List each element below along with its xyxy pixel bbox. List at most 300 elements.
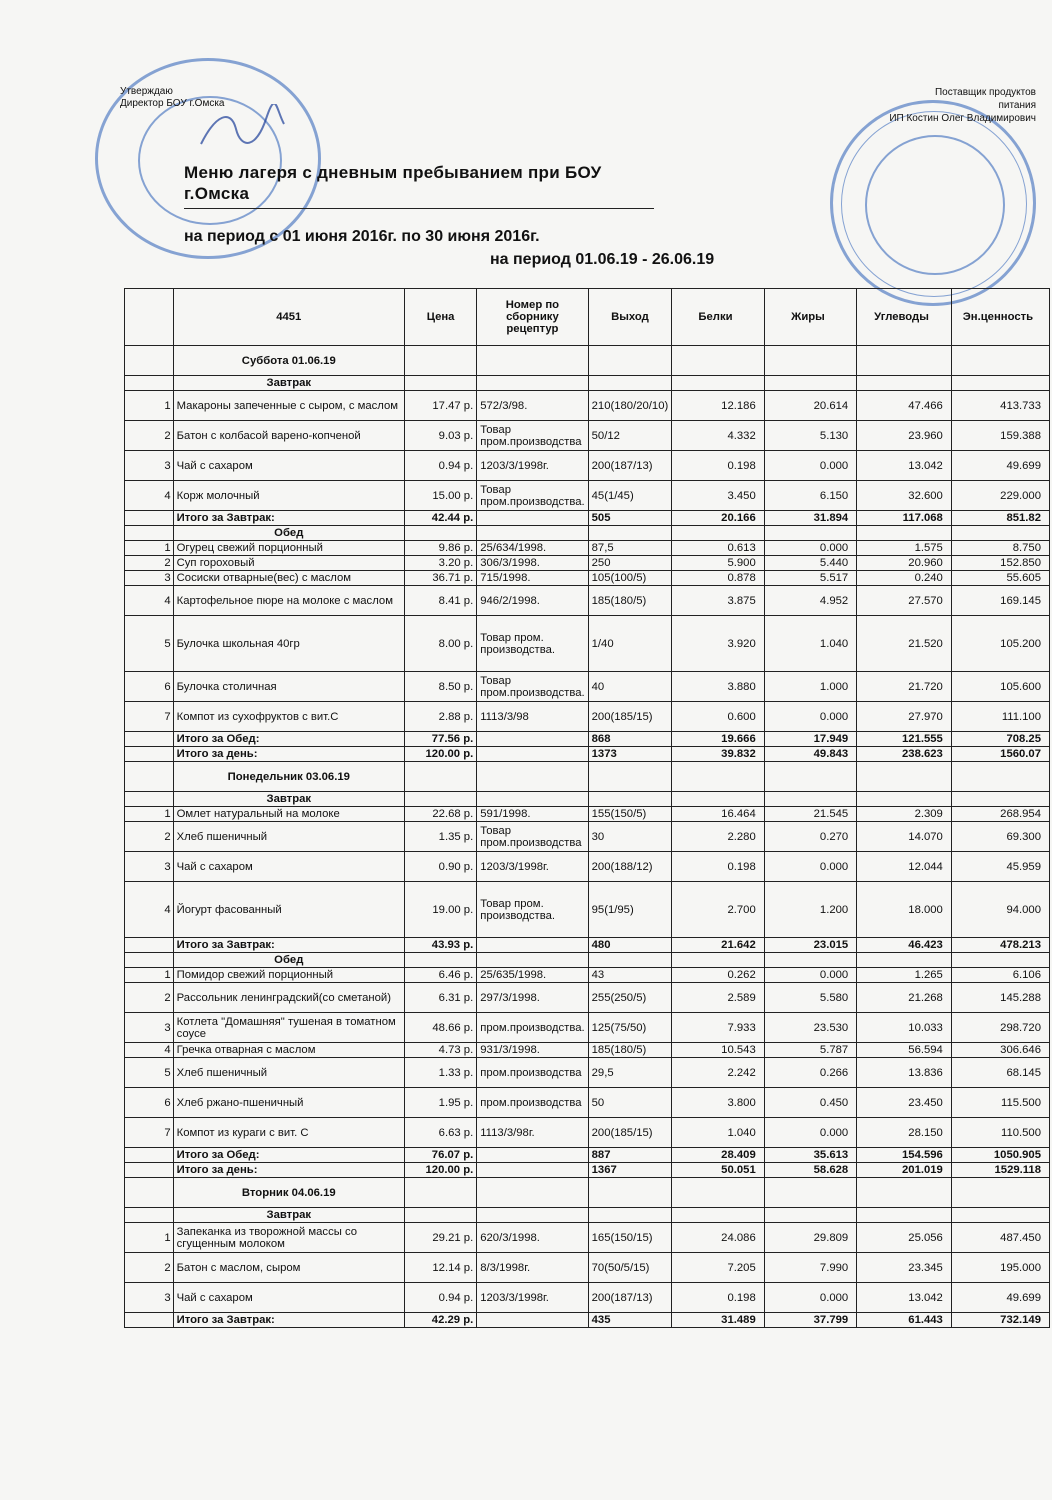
table-cell: 250 [588,556,672,571]
table-row [125,586,1050,616]
table-cell [477,1313,588,1328]
table-cell: 76.07 р. [404,1148,476,1163]
table-cell: 5 [125,616,174,672]
table-cell [764,526,856,541]
table-cell: 13.042 [857,1283,952,1313]
table-cell: 229.000 [951,481,1049,511]
table-cell: 23.450 [857,1088,952,1118]
table-cell: 0.266 [764,1058,856,1088]
section-row [125,953,1050,968]
table-cell: 435 [588,1313,672,1328]
table-cell [125,511,174,526]
table-cell [477,376,588,391]
table-cell: 5.440 [764,556,856,571]
table-cell: 195.000 [951,1253,1049,1283]
table-cell: 61.443 [857,1313,952,1328]
table-row [125,1223,1050,1253]
table-cell [588,792,672,807]
table-cell: 8.41 р. [404,586,476,616]
table-cell: 25.056 [857,1223,952,1253]
table-cell: 155(150/5) [588,807,672,822]
table-row [125,391,1050,421]
table-cell: 6 [125,1088,174,1118]
table-row [125,541,1050,556]
table-cell: 3 [125,1013,174,1043]
table-cell: 29.21 р. [404,1223,476,1253]
table-cell: Товар пром.производства [477,421,588,451]
table-cell: 210(180/20/10) [588,391,672,421]
table-cell: 31.489 [672,1313,764,1328]
section-row [125,762,1050,792]
table-cell: 1560.07 [951,747,1049,762]
table-cell: 868 [588,732,672,747]
table-cell: 21.545 [764,807,856,822]
menu-table [124,288,1050,1328]
table-cell: 1.000 [764,672,856,702]
approval-line: Директор БОУ г.Омска [120,98,225,109]
table-cell: Итого за Завтрак: [173,938,404,953]
table-cell [477,526,588,541]
table-cell: 20.614 [764,391,856,421]
total-row [125,747,1050,762]
table-cell: 298.720 [951,1013,1049,1043]
table-cell [125,1178,174,1208]
table-cell: 0.000 [764,451,856,481]
supplier-line: питания [998,100,1036,111]
table-cell: 120.00 р. [404,1163,476,1178]
table-cell: Суббота 01.06.19 [173,346,404,376]
table-cell: 4.952 [764,586,856,616]
table-cell: 23.960 [857,421,952,451]
section-row [125,346,1050,376]
table-cell: Итого за Завтрак: [173,511,404,526]
table-cell: 2.309 [857,807,952,822]
table-cell: 591/1998. [477,807,588,822]
table-cell: 1373 [588,747,672,762]
supplier-line: Поставщик продуктов [934,87,1036,98]
table-cell: 17.949 [764,732,856,747]
table-cell: 4 [125,1043,174,1058]
table-cell: 24.086 [672,1223,764,1253]
table-cell [125,792,174,807]
total-row [125,1148,1050,1163]
table-cell: 8.50 р. [404,672,476,702]
table-cell: 40 [588,672,672,702]
table-cell: Гречка отварная с маслом [173,1043,404,1058]
table-cell: 111.100 [951,702,1049,732]
table-cell [477,1178,588,1208]
table-cell: 1050.905 [951,1148,1049,1163]
table-cell: 732.149 [951,1313,1049,1328]
table-cell: Завтрак [173,376,404,391]
table-cell: 35.613 [764,1148,856,1163]
table-row [125,983,1050,1013]
table-cell [588,1208,672,1223]
table-cell: 125(75/50) [588,1013,672,1043]
table-cell: 1529.118 [951,1163,1049,1178]
column-header: Белки [672,289,764,346]
total-row [125,511,1050,526]
table-cell: 0.262 [672,968,764,983]
table-cell [672,1178,764,1208]
table-cell: Итого за Завтрак: [173,1313,404,1328]
table-cell [764,346,856,376]
table-cell: 55.605 [951,571,1049,586]
table-cell [477,1208,588,1223]
table-cell: 105.600 [951,672,1049,702]
table-cell: 3.800 [672,1088,764,1118]
table-cell: 185(180/5) [588,1043,672,1058]
table-cell: 159.388 [951,421,1049,451]
table-cell: 2.589 [672,983,764,1013]
table-cell: 17.47 р. [404,391,476,421]
total-row [125,938,1050,953]
table-cell: Товар пром. производства. [477,882,588,938]
table-row [125,571,1050,586]
table-cell: 10.033 [857,1013,952,1043]
table-cell: 27.570 [857,586,952,616]
table-cell [125,953,174,968]
table-cell: Товар пром. производства. [477,616,588,672]
table-cell: 105(100/5) [588,571,672,586]
table-cell: 200(187/13) [588,451,672,481]
table-cell: 238.623 [857,747,952,762]
table-cell: 12.14 р. [404,1253,476,1283]
table-cell: пром.производства [477,1088,588,1118]
table-cell: 23.015 [764,938,856,953]
table-cell: 21.720 [857,672,952,702]
table-cell [404,1208,476,1223]
table-cell [857,1178,952,1208]
table-row [125,852,1050,882]
table-cell: 0.000 [764,1118,856,1148]
table-cell: 3.875 [672,586,764,616]
table-cell: 505 [588,511,672,526]
table-cell [588,376,672,391]
table-cell: 30 [588,822,672,852]
table-cell [125,1163,174,1178]
table-cell: 1.575 [857,541,952,556]
table-row [125,702,1050,732]
table-cell [477,747,588,762]
table-cell: 0.94 р. [404,451,476,481]
table-cell: 28.150 [857,1118,952,1148]
table-cell [125,762,174,792]
table-cell: Батон с колбасой варено-копченой [173,421,404,451]
table-cell: 1203/3/1998г. [477,451,588,481]
table-cell: 1 [125,1223,174,1253]
table-cell: Корж молочный [173,481,404,511]
table-cell: 8/3/1998г. [477,1253,588,1283]
table-cell: 1.35 р. [404,822,476,852]
table-cell: 154.596 [857,1148,952,1163]
table-cell: 306/3/1998. [477,556,588,571]
table-cell [477,792,588,807]
table-cell: 2.242 [672,1058,764,1088]
table-cell: 12.186 [672,391,764,421]
table-cell [477,511,588,526]
table-cell: 3 [125,1283,174,1313]
table-row [125,968,1050,983]
table-cell [764,953,856,968]
table-cell: 1 [125,541,174,556]
column-header: Жиры [764,289,856,346]
table-cell [672,526,764,541]
column-header: 4451 [173,289,404,346]
table-cell: 185(180/5) [588,586,672,616]
table-cell: 297/3/1998. [477,983,588,1013]
table-row [125,616,1050,672]
table-cell: 36.71 р. [404,571,476,586]
table-row [125,672,1050,702]
table-cell: 27.970 [857,702,952,732]
table-cell [477,732,588,747]
table-cell [672,792,764,807]
table-cell: 42.44 р. [404,511,476,526]
table-cell: 4.332 [672,421,764,451]
table-cell: 7.933 [672,1013,764,1043]
table-cell: 19.00 р. [404,882,476,938]
approval-block [120,86,225,110]
table-row [125,1043,1050,1058]
table-cell [857,376,952,391]
table-cell: Картофельное пюре на молоке с маслом [173,586,404,616]
table-cell: 165(150/15) [588,1223,672,1253]
table-cell [477,1148,588,1163]
table-cell: 28.409 [672,1148,764,1163]
table-cell [672,1208,764,1223]
table-cell: 18.000 [857,882,952,938]
table-cell: Омлет натуральный на молоке [173,807,404,822]
table-cell: 5.580 [764,983,856,1013]
table-cell: 25/634/1998. [477,541,588,556]
table-cell: 946/2/1998. [477,586,588,616]
table-cell: 5 [125,1058,174,1088]
table-cell: Йогурт фасованный [173,882,404,938]
table-cell: 20.166 [672,511,764,526]
table-cell [857,762,952,792]
table-row [125,822,1050,852]
table-cell: 121.555 [857,732,952,747]
table-cell: 50.051 [672,1163,764,1178]
table-cell: 6.106 [951,968,1049,983]
table-row [125,421,1050,451]
table-cell [477,938,588,953]
total-row [125,732,1050,747]
table-cell: 58.628 [764,1163,856,1178]
table-cell: Завтрак [173,792,404,807]
table-cell: 2 [125,556,174,571]
table-cell: 6 [125,672,174,702]
table-cell: 200(185/15) [588,702,672,732]
table-cell: 37.799 [764,1313,856,1328]
table-cell: 94.000 [951,882,1049,938]
table-cell: Рассольник ленинградский(со сметаной) [173,983,404,1013]
section-row [125,1208,1050,1223]
table-cell: 13.836 [857,1058,952,1088]
table-cell: 115.500 [951,1088,1049,1118]
table-cell [477,953,588,968]
table-cell [764,792,856,807]
table-cell: Сосиски отварные(вес) с маслом [173,571,404,586]
table-cell: Итого за Обед: [173,732,404,747]
table-cell: 0.198 [672,852,764,882]
table-cell: 0.600 [672,702,764,732]
table-cell: 200(185/15) [588,1118,672,1148]
table-cell: 32.600 [857,481,952,511]
table-cell [951,526,1049,541]
table-cell: 3 [125,571,174,586]
table-cell [404,346,476,376]
table-cell: 1 [125,807,174,822]
table-cell: 1367 [588,1163,672,1178]
table-cell: Макароны запеченные с сыром, с маслом [173,391,404,421]
table-cell: 2 [125,822,174,852]
total-row [125,1313,1050,1328]
table-cell: 145.288 [951,983,1049,1013]
table-cell [857,953,952,968]
table-cell: 13.042 [857,451,952,481]
table-cell [951,1178,1049,1208]
table-cell: 1203/3/1998г. [477,1283,588,1313]
table-cell: Помидор свежий порционный [173,968,404,983]
table-cell: 0.000 [764,541,856,556]
table-cell: 306.646 [951,1043,1049,1058]
table-cell [857,526,952,541]
column-header: Номер по сборнику рецептур [477,289,588,346]
table-cell: 49.699 [951,451,1049,481]
table-cell: Вторник 04.06.19 [173,1178,404,1208]
table-cell: 25/635/1998. [477,968,588,983]
table-cell: 0.240 [857,571,952,586]
table-cell: 931/3/1998. [477,1043,588,1058]
supplier-seal-stamp [830,100,1036,306]
table-cell: 200(187/13) [588,1283,672,1313]
table-cell [588,526,672,541]
table-cell: пром.производства. [477,1013,588,1043]
table-cell: 5.130 [764,421,856,451]
table-cell [404,762,476,792]
table-cell [764,1178,856,1208]
table-cell: 56.594 [857,1043,952,1058]
table-cell: 12.044 [857,852,952,882]
table-cell: 22.68 р. [404,807,476,822]
table-cell [404,953,476,968]
supplier-block [889,86,1036,125]
table-cell: 29.809 [764,1223,856,1253]
period-line-1: на период с 01 июня 2016г. по 30 июня 2016г. [184,228,540,245]
table-cell: 1.040 [764,616,856,672]
table-cell: 3 [125,451,174,481]
table-cell: 6.31 р. [404,983,476,1013]
supplier-line: ИП Костин Олег Владимирович [889,113,1036,124]
table-cell: 0.198 [672,1283,764,1313]
table-cell: 120.00 р. [404,747,476,762]
table-cell: 620/3/1998. [477,1223,588,1253]
table-cell [857,1208,952,1223]
table-cell: Итого за Обед: [173,1148,404,1163]
table-cell [477,346,588,376]
column-header [125,289,174,346]
table-cell: 0.270 [764,822,856,852]
table-cell: 3.880 [672,672,764,702]
table-cell: 43 [588,968,672,983]
table-cell: 708.25 [951,732,1049,747]
table-cell: 39.832 [672,747,764,762]
table-cell: 5.787 [764,1043,856,1058]
table-cell: 2 [125,1253,174,1283]
table-cell [404,1178,476,1208]
column-header: Выход [588,289,672,346]
table-cell: 3 [125,852,174,882]
table-cell: 8.750 [951,541,1049,556]
table-cell: 21.642 [672,938,764,953]
table-cell: 31.894 [764,511,856,526]
table-row [125,1253,1050,1283]
table-row [125,1088,1050,1118]
table-cell [404,792,476,807]
table-cell: 14.070 [857,822,952,852]
page-title: Меню лагеря с дневным пребыванием при БОУ г.Омска [184,162,654,209]
table-cell: 572/3/98. [477,391,588,421]
table-cell: 69.300 [951,822,1049,852]
table-cell [951,1208,1049,1223]
table-cell: 0.613 [672,541,764,556]
table-cell: Котлета "Домашняя" тушеная в томатном соусе [173,1013,404,1043]
table-cell: 6.63 р. [404,1118,476,1148]
table-cell: 20.960 [857,556,952,571]
table-cell: 2.280 [672,822,764,852]
section-row [125,526,1050,541]
table-cell: Понедельник 03.06.19 [173,762,404,792]
table-cell [951,792,1049,807]
table-cell: 8.00 р. [404,616,476,672]
table-row [125,556,1050,571]
table-cell [477,762,588,792]
table-cell [588,762,672,792]
table-cell: 487.450 [951,1223,1049,1253]
table-cell: 1.200 [764,882,856,938]
table-cell: 1.040 [672,1118,764,1148]
table-cell: 1/40 [588,616,672,672]
table-cell: 1.95 р. [404,1088,476,1118]
table-cell: Суп гороховый [173,556,404,571]
table-cell [951,762,1049,792]
table-cell: 255(250/5) [588,983,672,1013]
table-row [125,1118,1050,1148]
table-cell [125,1148,174,1163]
table-cell [672,953,764,968]
table-cell: 70(50/5/15) [588,1253,672,1283]
table-cell: 10.543 [672,1043,764,1058]
table-cell: 5.517 [764,571,856,586]
table-cell: 95(1/95) [588,882,672,938]
table-cell: Завтрак [173,1208,404,1223]
table-cell: 1113/3/98 [477,702,588,732]
table-cell: Компот из кураги с вит. С [173,1118,404,1148]
table-cell: 48.66 р. [404,1013,476,1043]
total-row [125,1163,1050,1178]
table-cell: 152.850 [951,556,1049,571]
table-cell: 2 [125,983,174,1013]
table-cell: 4 [125,586,174,616]
table-cell: 45.959 [951,852,1049,882]
table-cell: 4 [125,481,174,511]
table-cell [672,346,764,376]
table-cell: Батон с маслом, сыром [173,1253,404,1283]
table-cell [125,1208,174,1223]
table-cell: 7 [125,1118,174,1148]
